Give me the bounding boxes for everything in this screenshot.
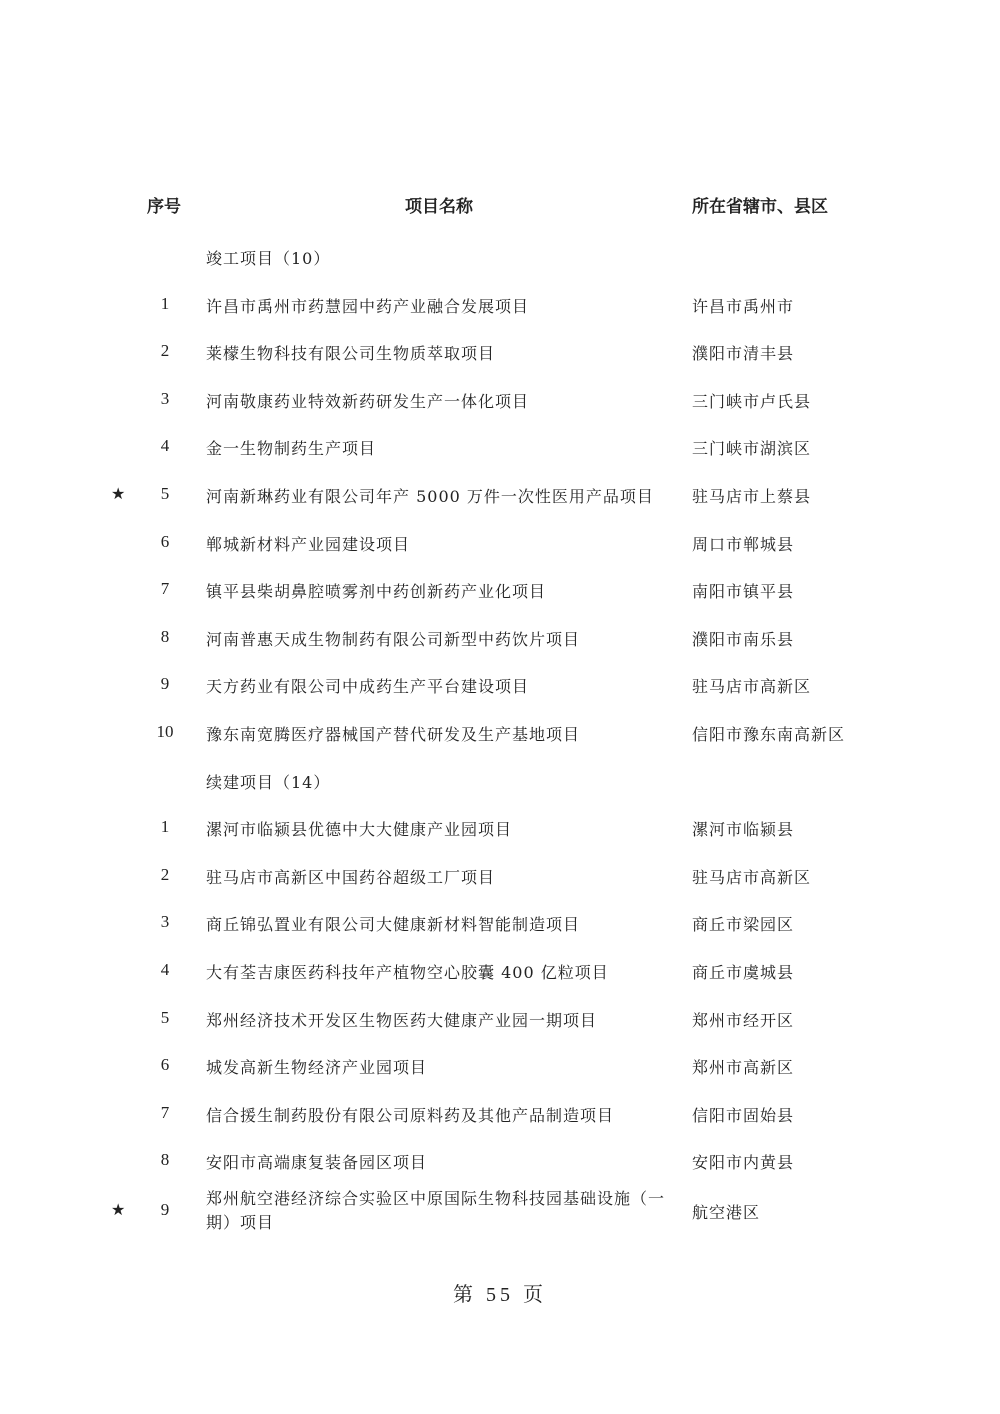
row-number: 2 (160, 341, 170, 361)
project-location: 濮阳市南乐县 (692, 629, 795, 649)
star-icon: ★ (111, 483, 126, 503)
project-location: 信阳市豫东南高新区 (692, 724, 846, 744)
table-row (0, 852, 1000, 900)
row-number: 1 (160, 817, 170, 837)
row-number: 5 (160, 1007, 170, 1027)
row-number: 7 (160, 579, 170, 599)
project-name: 大有荃吉康医药科技年产植物空心胶囊 400 亿粒项目 (206, 962, 609, 982)
project-name: 信合援生制药股份有限公司原料药及其他产品制造项目 (206, 1105, 615, 1125)
project-name: 商丘锦弘置业有限公司大健康新材料智能制造项目 (206, 915, 581, 935)
section-title: 续建项目（14） (206, 772, 331, 792)
project-location: 濮阳市清丰县 (692, 344, 795, 364)
row-number: 6 (160, 531, 170, 551)
project-location: 三门峡市湖滨区 (692, 439, 812, 459)
project-name: 河南敬康药业特效新药研发生产一体化项目 (206, 391, 530, 411)
project-name: 漯河市临颍县优德中大大健康产业园项目 (206, 820, 513, 840)
row-number: 4 (160, 436, 170, 456)
row-number: 2 (160, 864, 170, 884)
table-row (0, 899, 1000, 947)
project-name: 莱檬生物科技有限公司生物质萃取项目 (206, 344, 496, 364)
table-row (0, 947, 1000, 995)
header-name: 项目名称 (405, 197, 473, 217)
table-row (0, 804, 1000, 852)
section-heading (0, 757, 1000, 805)
row-number: 7 (160, 1102, 170, 1122)
project-location: 南阳市镇平县 (692, 582, 795, 602)
page-number: 第 55 页 (453, 1284, 547, 1306)
table-row (0, 328, 1000, 376)
row-number: 3 (160, 388, 170, 408)
project-location: 郑州市高新区 (692, 1058, 795, 1078)
project-name: 郸城新材料产业园建设项目 (206, 534, 411, 554)
row-number: 4 (160, 959, 170, 979)
section-title: 竣工项目（10） (206, 249, 331, 268)
table-row (0, 471, 1000, 519)
project-location: 商丘市梁园区 (692, 915, 795, 935)
project-location: 周口市郸城县 (692, 534, 795, 554)
table-row (0, 1137, 1000, 1185)
row-number: 3 (160, 912, 170, 932)
row-number: 6 (160, 1055, 170, 1075)
project-location: 郑州市经开区 (692, 1010, 795, 1030)
project-name: 天方药业有限公司中成药生产平台建设项目 (206, 677, 530, 697)
project-location: 漯河市临颍县 (692, 820, 795, 840)
table-row (0, 519, 1000, 567)
project-name: 金一生物制药生产项目 (206, 439, 377, 459)
table-row (0, 995, 1000, 1043)
row-number: 5 (160, 483, 170, 503)
project-location: 商丘市虞城县 (692, 962, 795, 982)
project-location: 许昌市禹州市 (692, 296, 795, 316)
header-location: 所在省辖市、县区 (692, 197, 828, 217)
project-location: 三门峡市卢氏县 (692, 391, 812, 411)
project-name: 城发高新生物经济产业园项目 (206, 1058, 428, 1078)
project-name: 许昌市禹州市药慧园中药产业融合发展项目 (206, 296, 530, 316)
row-number: 8 (160, 626, 170, 646)
project-name: 豫东南宽腾医疗器械国产替代研发及生产基地项目 (206, 724, 581, 744)
header-seq: 序号 (147, 197, 181, 217)
table-header (0, 186, 1000, 218)
row-number: 9 (160, 1199, 170, 1219)
row-number: 1 (160, 293, 170, 313)
project-location: 驻马店市上蔡县 (692, 486, 812, 506)
row-number: 9 (160, 674, 170, 694)
section-heading (0, 233, 1000, 281)
table-row (0, 1090, 1000, 1138)
table-row (0, 423, 1000, 471)
project-table (0, 233, 1000, 1241)
table-row (0, 566, 1000, 614)
table-row (0, 709, 1000, 757)
project-location: 驻马店市高新区 (692, 677, 812, 697)
project-location: 航空港区 (692, 1202, 761, 1222)
table-row (0, 614, 1000, 662)
project-name: 安阳市高端康复装备园区项目 (206, 1153, 428, 1173)
project-name: 驻马店市高新区中国药谷超级工厂项目 (206, 867, 496, 887)
project-location: 驻马店市高新区 (692, 867, 812, 887)
table-row (0, 661, 1000, 709)
project-name: 郑州航空港经济综合实验区中原国际生物科技园基础设施（一期）项目 (206, 1188, 666, 1232)
row-number: 10 (156, 721, 174, 741)
project-location: 安阳市内黄县 (692, 1153, 795, 1173)
row-number: 8 (160, 1150, 170, 1170)
star-icon: ★ (111, 1199, 126, 1219)
project-name: 郑州经济技术开发区生物医药大健康产业园一期项目 (206, 1010, 598, 1030)
table-row (0, 376, 1000, 424)
project-name: 河南普惠天成生物制药有限公司新型中药饮片项目 (206, 629, 581, 649)
project-location: 信阳市固始县 (692, 1105, 795, 1125)
project-name: 河南新琳药业有限公司年产 5000 万件一次性医用产品项目 (206, 486, 654, 506)
table-row (0, 281, 1000, 329)
table-row (0, 1042, 1000, 1090)
project-name: 镇平县柴胡鼻腔喷雾剂中药创新药产业化项目 (206, 582, 547, 602)
table-row (0, 1185, 1000, 1241)
